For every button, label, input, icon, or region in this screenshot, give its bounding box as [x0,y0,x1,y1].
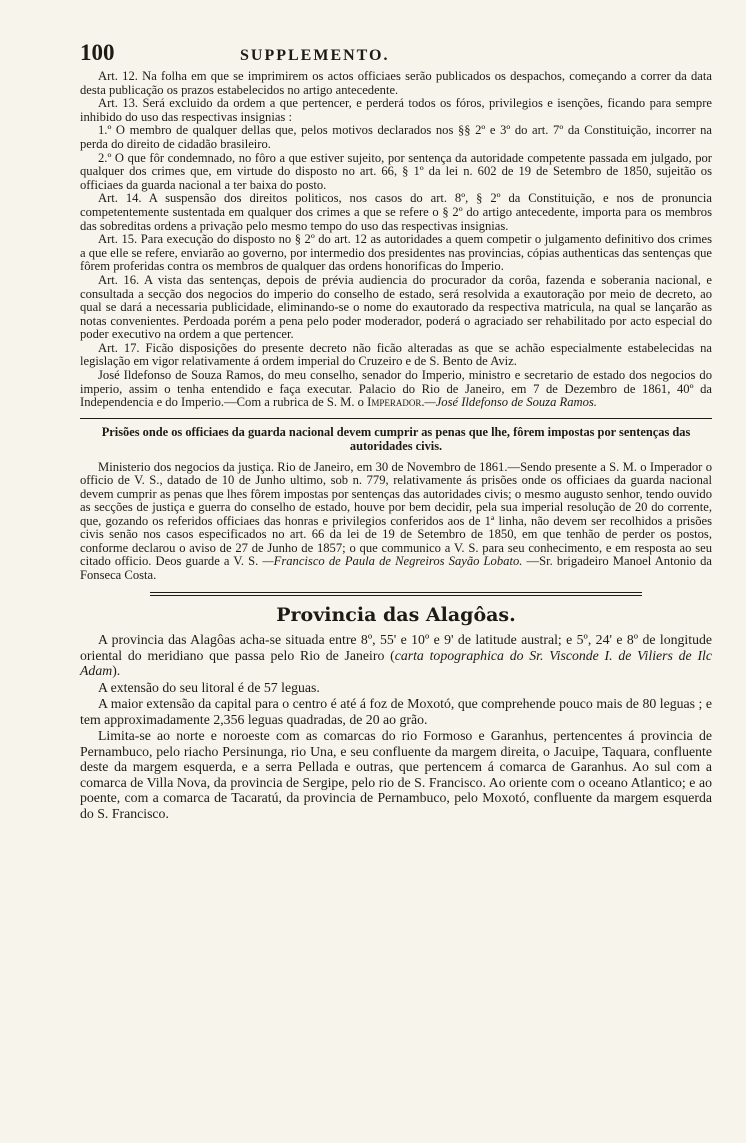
notice-body [80,461,712,583]
location-source: carta topographica do Sr. Visconde I. de Viliers de Ilc Adam [80,647,712,679]
province-description [80,632,712,821]
article-12: Art. 12. Na folha em que se imprimirem os actos officiaes serão publicados os despachos, começando a correr da data desta publicação os prazos estabelecidos no artigo antecedente. [80,69,712,97]
article-15: Art. 15. Para execução do disposto no § 2º do art. 12 as autoridades a quem competir o julgamento definitivo dos crimes a que elle se refere, enviarão ao governo, por intermedio dos presidentes nas provincias, cópias authenticas das sentenças que fôrem proferidas contra os membros de qualquer das ordens honorificas do Imperio. [80,232,712,274]
article-13: Art. 13. Será excluido da ordem a que pertencer, e perderá todos os fóros, privilegios e isenções, ficando para sempre inhibido do uso das respectivas insignias : [80,96,712,124]
notice-recipient: —Sr. brigadeiro Manoel Antonio da Fonseca Costa. [80,554,712,582]
notice-title: Prisões onde os officiaes da guarda nacional devem cumprir as penas que lhe, fôrem impostas por sentenças das autoridades civis. [101,424,691,453]
decree-articles [80,70,712,410]
province-paragraph-limits: Limita-se ao norte e noroeste com as comarcas do rio Formoso e Garanhus, pertencentes á provincia de Pernambuco, pelo riacho Persinunga, rio Una, e seu confluente da margem direita, o Jacuipe, Taquara, confluente deste da margem esquerda, e a serra Pellada e outras, que pertencem á comarca de Garanhus. Ao sul com a comarca de Villa Nova, da provincia de Sergipe, pelo rio de S. Francisco. Ao oriente com o oceano Atlantico; e ao poente, com a comarca de Tacaratú, da provincia de Pernambuco, pelo Moxotó, confluente da margem esquerda do S. Francisco. [80,728,712,821]
double-rule-divider [150,592,642,596]
notice-body-main: Ministerio dos negocios da justiça. Rio de Janeiro, em 30 de Novembro de 1861.—Sendo presente a S. M. o Imperador o officio de V. S., datado de 10 de Junho ultimo, sob n. 779, relativamente ás prisões onde os officiaes da guarda nacional devem cumprir as penas que lhes fôrem impostas por sentenças das autoridades civis; o mesmo augusto senhor, tendo ouvido as secções de justiça e guerra do conselho de estado, houve por bem decidir, pela sua imperial resolução de 20 do corrente, que, gozando os referidos officiaes das honras e privilegios conferidos aos de 1ª linha, não devem ser recolhidos a prisões civis senão nos casos especificados no art. 66 da lei de 19 de Setembro de 1850, em que tenhão de perder os postos, conforme declarou o aviso de 27 de Junho de 1857; o que communico a V. S. para seu conhecimento, e em resposta ao seu citado officio. Deos guarde a V. S. [80,459,712,569]
article-13-item-2: 2.º O que fôr condemnado, no fôro a que estiver sujeito, por sentença da autoridade competente passada em julgado, por qualquer dos crimes que, em virtude do disposto no art. 66, § 1º da lei n. 602 de 19 de Setembro de 1850, sujeitão os officiaes da guarda nacional a ter baixa do posto. [80,150,712,192]
article-13-item-1: 1.º O membro de qualquer dellas que, pelos motivos declarados nos §§ 2º e 3º do art. 7º da Constituição, incorrer na perda do direito de cidadão brasileiro. [80,123,712,151]
section-divider [80,418,712,419]
location-end: ). [112,663,121,679]
province-paragraph-location [80,632,712,679]
running-head: SUPPLEMENTO. [240,47,390,64]
location-text: A provincia das Alagôas acha-se situada entre 8º, 55' e 10º e 9' de latitude austral; e 5º, 24' e 8º de longitude oriental do meridiano que passa pelo Rio de Janeiro ( [80,632,712,663]
signature-author: —José Ildefonso de Souza Ramos. [424,395,597,410]
notice-author: —Francisco de Paula de Negreiros Sayão Lobato. [262,554,523,569]
province-paragraph-extent: A maior extensão da capital para o centro é até á foz de Moxotó, que comprehende pouco mais de 80 leguas ; e tem approximadamente 2,356 leguas quadradas, de 20 ao grão. [80,696,712,727]
article-16: Art. 16. A vista das sentenças, depois de prévia audiencia do procurador da corôa, fazenda e soberania nacional, e consultada a secção dos negocios do imperio do conselho de estado, será resolvida a exautoração por meio de decreto, ao qual se dará a necessaria publicidade, eliminando-se o nome do exautorado da respectiva matricula, na qual se lançarão as notas convenientes. Perdoada porém a pena pelo poder moderador, poderá o agraciado ser rehabilitado por acto especial do poder executivo na ordem a que pertencer. [80,272,712,342]
page-number: 100 [80,40,115,65]
province-title: Provincia das Alagôas. [276,604,516,627]
article-14: Art. 14. A suspensão dos direitos politicos, nos casos do art. 8º, § 2º da Constituição, e nos de pronuncia competentemente sustentada em qualquer dos crimes a que se refere o § 2º do artigo antecedente, importa para os membros das sobreditas ordens a privação pelo mesmo tempo do uso das respectivas insignias. [80,191,712,233]
province-paragraph-coast: A extensão do seu litoral é de 57 leguas. [98,679,320,695]
signature-emperor: Imperador. [367,395,425,410]
article-17: Art. 17. Ficão disposições do presente decreto não ficão alteradas as que se achão especialmente estabelecidas na legislação em vigor relativamente á ordem imperial do Cruzeiro e de S. Bento de Aviz. [80,340,712,369]
signature-text: José Ildefonso de Souza Ramos, do meu conselho, senador do Imperio, ministro e secretario de estado dos negocios do imperio, assim o tenha entendido e faça executar. Palacio do Rio de Janeiro, em 7 de Dezembro de 1861, 40º da Independencia e do Imperio.—Com a rubrica de S. M. o [80,368,712,410]
page-header [80,40,712,66]
decree-signature [80,369,712,410]
